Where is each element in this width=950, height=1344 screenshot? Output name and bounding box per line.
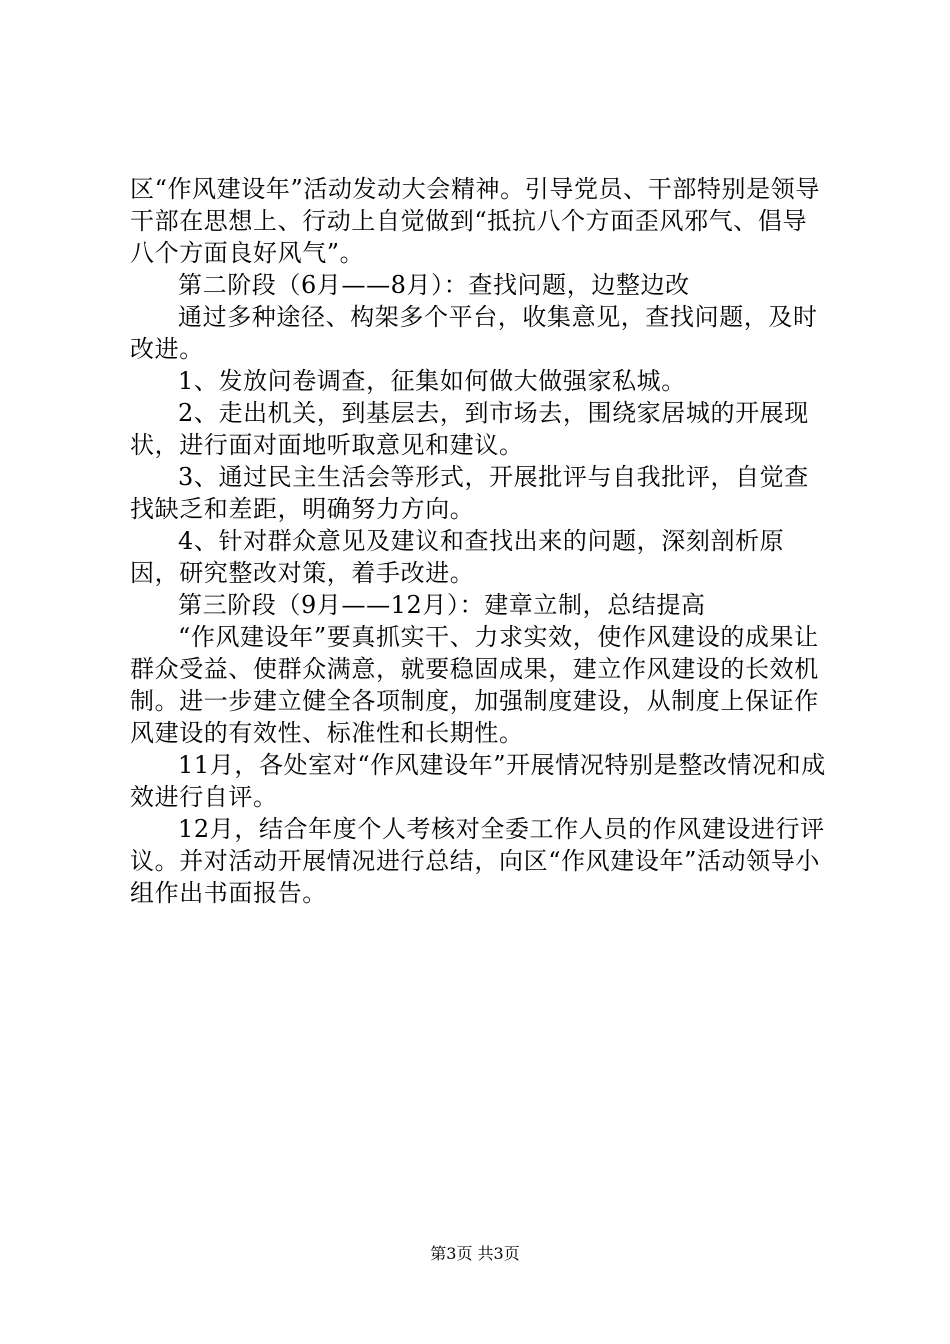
page-number-footer: 第3页 共3页 [430,1244,520,1263]
paragraph-stage-two-intro: 通过多种途径、构架多个平台，收集意见，查找问题，及时改进。 [130,303,818,363]
paragraph-continuation: 区“作风建设年”活动发动大会精神。引导党员、干部特别是领导干部在思想上、行动上自觉做到“抵抗八个方面歪风邪气、倡导八个方面良好风气”。 [130,175,820,267]
document-body [130,173,830,909]
list-item-1: 1、发放问卷调查，征集如何做大做强家私城。 [178,367,686,395]
paragraph-december: 12月，结合年度个人考核对全委工作人员的作风建设进行评议。并对活动开展情况进行总结，向区“作风建设年”活动领导小组作出书面报告。 [130,815,825,907]
paragraph-stage-three-intro: “作风建设年”要真抓实干、力求实效，使作风建设的成果让群众受益、使群众满意，就要稳固成果，建立作风建设的长效机制。进一步建立健全各项制度，加强制度建设，从制度上保证作风建设的有效性、标准性和长期性。 [130,623,819,747]
stage-two-heading: 第二阶段（6月——8月）：查找问题，边整边改 [178,271,690,299]
list-item-4: 4、针对群众意见及建议和查找出来的问题，深刻剖析原因，研究整改对策，着手改进。 [130,527,785,587]
list-item-2: 2、走出机关，到基层去，到市场去，围绕家居城的开展现状，进行面对面地听取意见和建议。 [130,399,809,459]
list-item-3: 3、通过民主生活会等形式，开展批评与自我批评，自觉查找缺乏和差距，明确努力方向。 [130,463,809,523]
stage-three-heading: 第三阶段（9月——12月）：建章立制，总结提高 [178,591,706,619]
paragraph-november: 11月，各处室对“作风建设年”开展情况特别是整改情况和成效进行自评。 [130,751,826,811]
